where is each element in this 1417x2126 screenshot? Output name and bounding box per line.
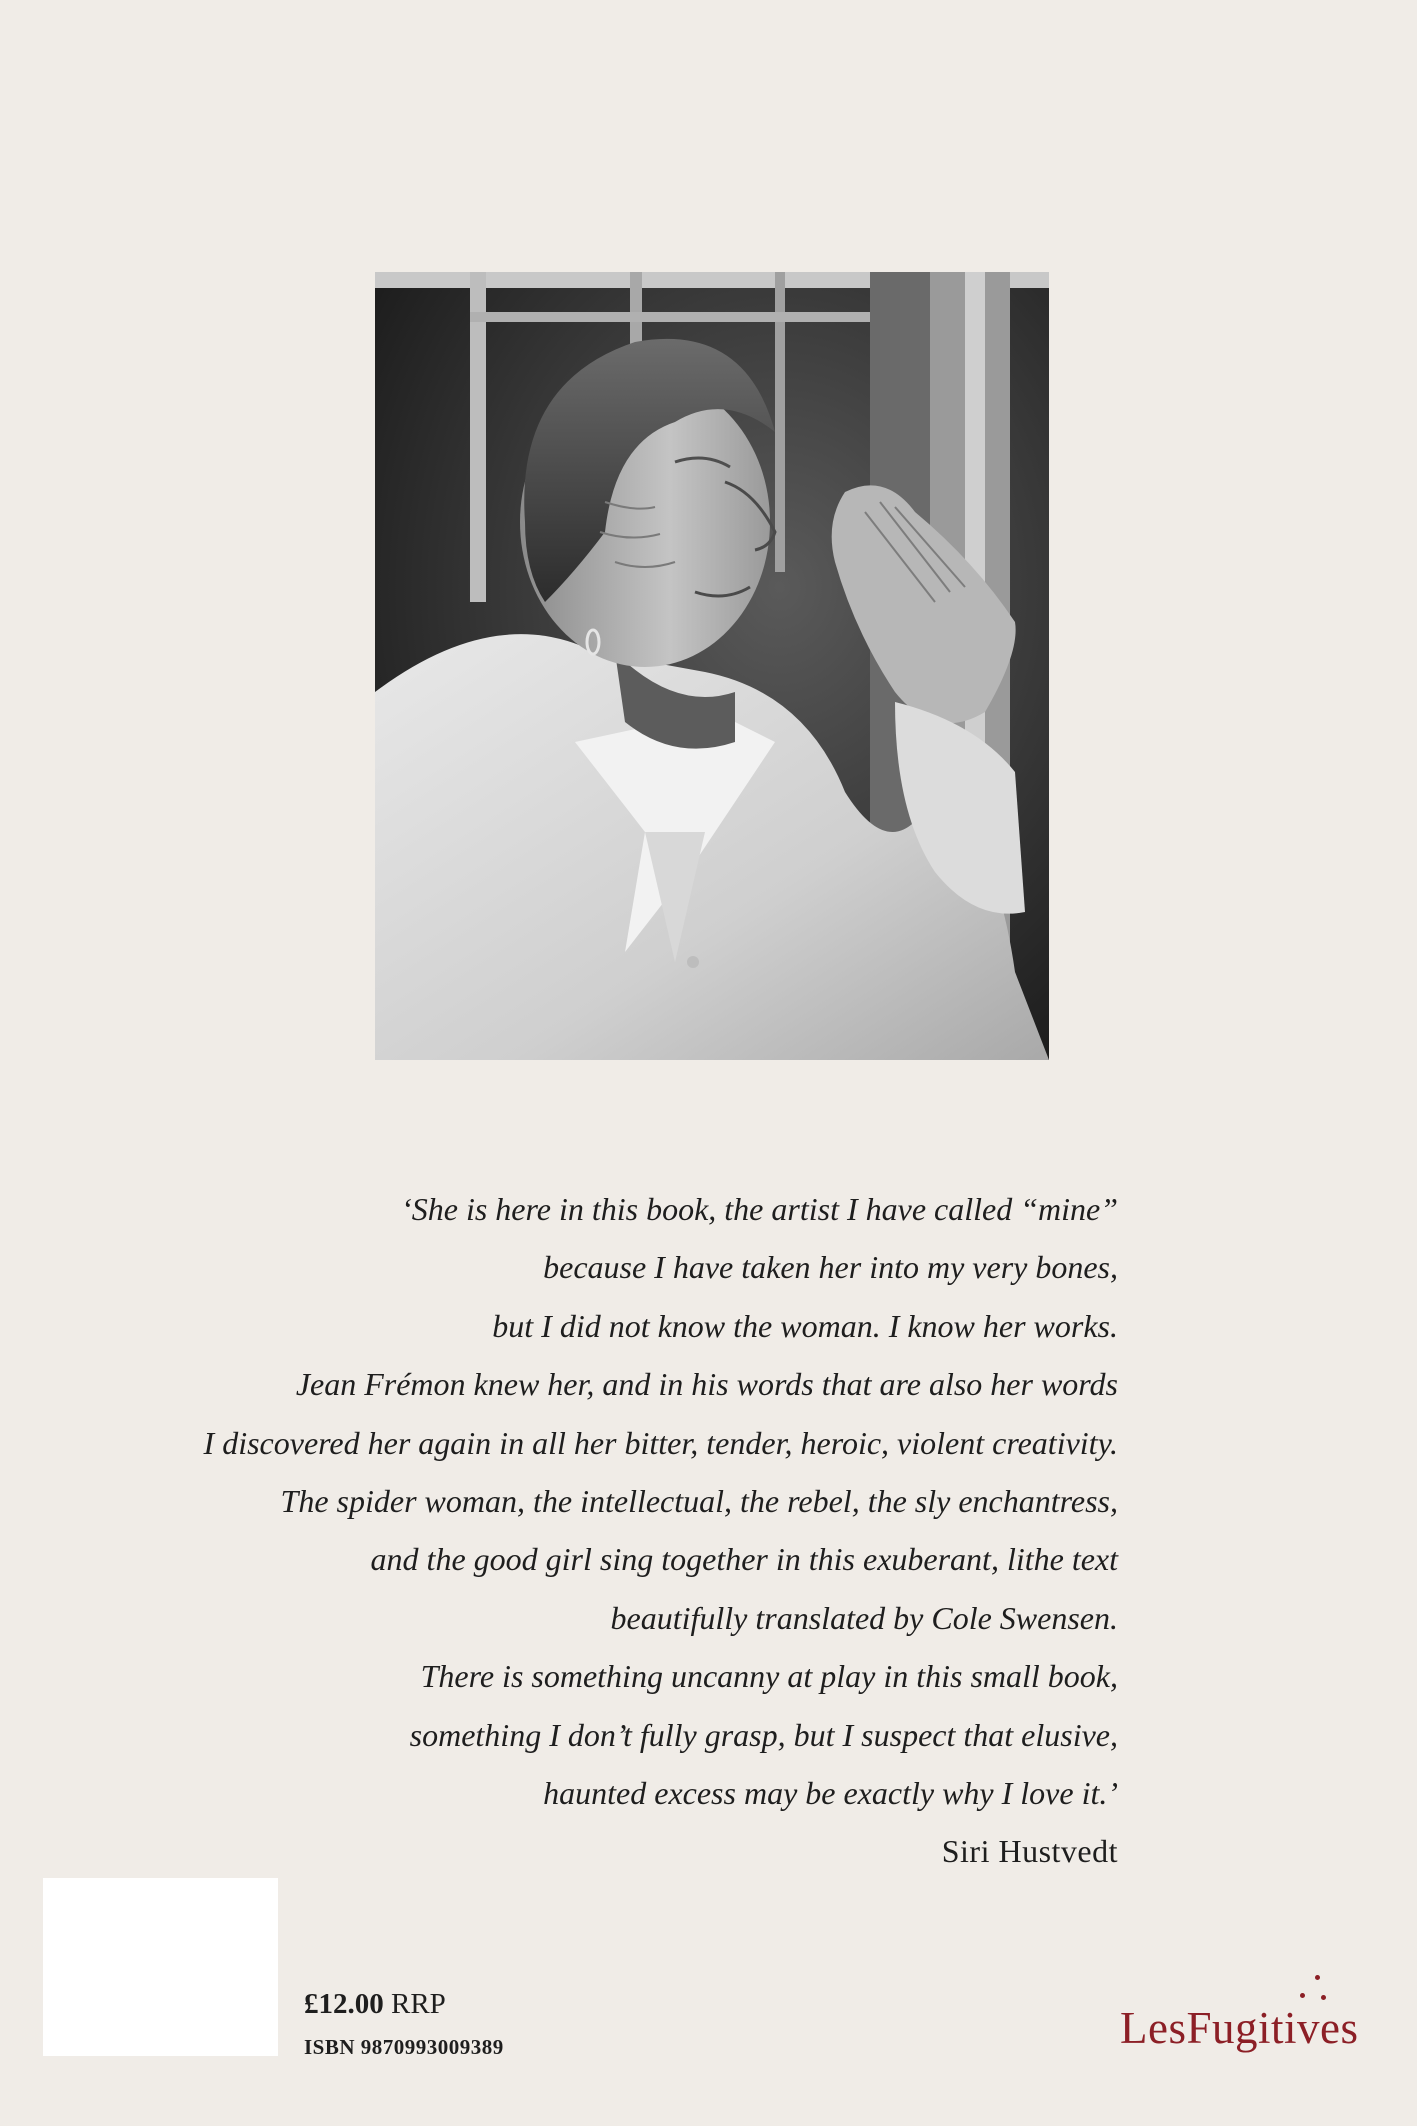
- price-suffix: RRP: [391, 1988, 446, 2020]
- quote-line: ‘She is here in this book, the artist I have called “mine”: [401, 1191, 1118, 1227]
- logo-dot-icon: [1300, 1993, 1305, 1998]
- quote-line: I discovered her again in all her bitter, tender, heroic, violent creativity.: [203, 1424, 1118, 1461]
- quote-attribution: Siri Hustvedt: [941, 1833, 1118, 1870]
- barcode-area: [43, 1878, 278, 2056]
- quote-line: but I did not know the woman. I know her works.: [492, 1307, 1118, 1344]
- quote-line: Jean Frémon knew her, and in his words that are also her words: [295, 1366, 1118, 1403]
- endorsement-quote: [118, 1180, 1118, 1881]
- portrait-illustration: [375, 272, 1049, 1060]
- quote-line: The spider woman, the intellectual, the rebel, the sly enchantress,: [280, 1483, 1118, 1520]
- isbn-number: ISBN 9870993009389: [304, 2035, 504, 2059]
- quote-line: beautifully translated by Cole Swensen.: [610, 1599, 1118, 1636]
- logo-dot-icon: [1315, 1975, 1320, 1980]
- quote-line: because I have taken her into my very bones,: [543, 1249, 1118, 1286]
- quote-line: haunted excess may be exactly why I love it.’: [543, 1775, 1118, 1812]
- logo-dot-icon: [1321, 1995, 1326, 2000]
- quote-line: something I don’t fully grasp, but I suspect that elusive,: [409, 1716, 1118, 1753]
- quote-line: There is something uncanny at play in this small book,: [420, 1658, 1118, 1695]
- author-portrait-photo: [375, 272, 1049, 1060]
- price-amount: £12.00: [304, 1988, 384, 2020]
- publisher-logo-text: LesFugitives: [1120, 2003, 1359, 2053]
- publisher-logo: [1116, 1966, 1376, 2056]
- price-label: [304, 1988, 446, 2021]
- quote-line: and the good girl sing together in this exuberant, lithe text: [370, 1541, 1118, 1578]
